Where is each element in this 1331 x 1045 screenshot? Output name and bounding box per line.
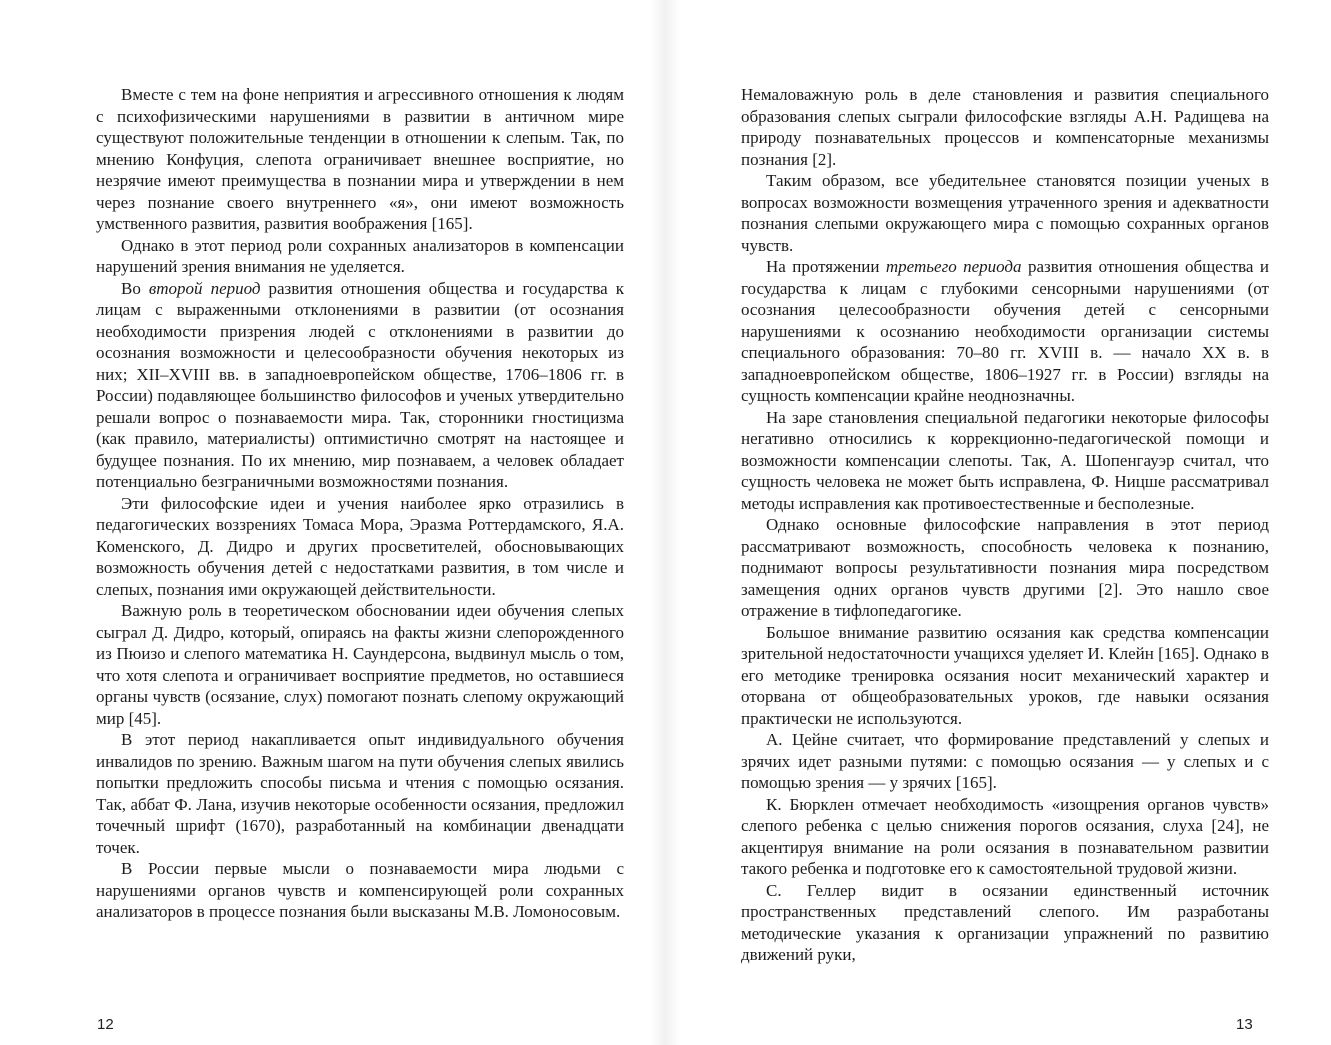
paragraph: С. Геллер видит в осязании единственный источник пространственных представлений слепого. Им разработаны методические указания к организации упражнений по развитию движений руки, <box>741 880 1269 964</box>
page-number-right: 13 <box>1236 1016 1253 1033</box>
book-gutter <box>650 0 680 1045</box>
paragraph: Немаловажную роль в деле становления и развития специального образования слепых сыграли философские взгляды А.Н. Радищева на природу познавательных процессов и компенсаторные механизмы познания [2]. <box>741 85 1269 169</box>
paragraph: Вместе с тем на фоне неприятия и агрессивного отношения к людям с психофизическими нарушениями в развитии в античном мире существуют положительные тенденции в отношении к слепым. Так, по мнению Конфуция, слепота ограничивает внешнее восприятие, но незрячие имеют преимущества в познании мира и утверждении в нем через познание своего внутреннего «я», они имеют возможность умственного развития, развития воображения [165]. <box>96 85 624 233</box>
page-number-left: 12 <box>97 1016 114 1033</box>
paragraph-body: развития отношения общества и государства к лицам с выраженными отклонениями в развитии (от осознания необходимости призрения людей с отклонениями в развитии до осознания возможности и целесообразности обучения некоторых из них; XII–XVIII вв. в западноевропейском обществе, 1706–1806 гг. в России) подавляющее большинство философов и ученых утвердительно решали вопрос о познаваемости мира. Так, сторонники гностицизма (как правило, материалисты) оптимистично смотрят на настоящее и будущее познания. По их мнению, мир познаваем, а человек обладает потенциально безграничными возможностями познания. <box>96 278 624 491</box>
italic-term: второй период <box>148 278 261 298</box>
paragraph: Большое внимание развитию осязания как средства компенсации зрительной недостаточности учащихся уделяет И. Клейн [165]. Однако в его методике тренировка осязания носит механический характер и оторвана от общеобразовательных уроков, где навыки осязания практически не используются. <box>741 622 1269 728</box>
paragraph-lead: Во <box>121 278 149 298</box>
paragraph: Эти философские идеи и учения наиболее ярко отразились в педагогических воззрениях Томаса Мора, Эразма Роттердамского, Я.А. Коменского, Д. Дидро и других просветителей, обосновывающих возможность обучения детей с недостатками развития, в том числе и слепых, познания ими окружающей действительности. <box>96 493 624 599</box>
left-page-text <box>96 84 624 923</box>
paragraph: В России первые мысли о познаваемости мира людьми с нарушениями органов чувств и компенсирующей роли сохранных анализаторов в процессе познания были высказаны М.В. Ломоносовым. <box>96 859 624 921</box>
paragraph-lead: На протяжении <box>766 257 886 276</box>
paragraph-body: развития отношения общества и государства к лицам с глубокими сенсорными нарушениями (от осознания целесообразности обучения детей с сенсорными нарушениями к осознанию необходимости организации системы специального образования: 70–80 гг. XVIII в. — начало XX в. в западноевропейском обществе, 1806–1927 гг. в России) взгляды на сущность компенсации крайне неоднозначны. <box>741 257 1269 405</box>
paragraph: На заре становления специальной педагогики некоторые философы негативно относились к коррекционно-педагогической помощи и возможности компенсации слепоты. Так, А. Шопенгауэр считал, что сущность человека не может быть исправлена, Ф. Ницше рассматривал методы исправления как противоестественные и бесполезные. <box>741 407 1269 513</box>
paragraph: А. Цейне считает, что формирование представлений у слепых и зрячих идет разными путями: с помощью осязания — у слепых и с помощью зрения — у зрячих [165]. <box>741 730 1269 792</box>
paragraph: Однако в этот период роли сохранных анализаторов в компенсации нарушений зрения внимания не уделяется. <box>96 235 624 276</box>
paragraph <box>741 256 1269 407</box>
paragraph: Однако основные философские направления в этот период рассматривают возможность, способность человека к познанию, поднимают вопросы результативности познания мира посредством замещения одних органов чувств другими [2]. Это нашло свое отражение в тифлопедагогике. <box>741 515 1269 620</box>
right-page-text <box>741 84 1269 966</box>
italic-term: третьего периода <box>885 257 1022 276</box>
paragraph: К. Бюрклен отмечает необходимость «изощрения органов чувств» слепого ребенка с целью снижения порогов осязания, слуха [24], не акцентируя внимание на роли осязания в познавательном развитии такого ребенка и подготовке его к самостоятельной трудовой жизни. <box>741 794 1269 878</box>
paragraph <box>96 278 624 493</box>
paragraph: Важную роль в теоретическом обосновании идеи обучения слепых сыграл Д. Дидро, который, опираясь на факты жизни слепорожденного из Пюизо и слепого математика Н. Саундерсона, выдвинул мысль о том, что хотя слепота и ограничивает восприятие предметов, но оставшиеся органы чувств (осязание, слух) помогают познать слепому окружающий мир [45]. <box>96 601 624 728</box>
paragraph: В этот период накапливается опыт индивидуального обучения инвалидов по зрению. Важным шагом на пути обучения слепых явились попытки предложить способы письма и чтения с помощью осязания. Так, аббат Ф. Лана, изучив некоторые особенности осязания, предложил точечный шрифт (1670), разработанный на комбинации двенадцати точек. <box>96 730 624 857</box>
paragraph: Таким образом, все убедительнее становятся позиции ученых в вопросах возможности возмещения утраченного зрения и адекватности познания слепыми окружающего мира с помощью сохранных органов чувств. <box>741 171 1269 255</box>
